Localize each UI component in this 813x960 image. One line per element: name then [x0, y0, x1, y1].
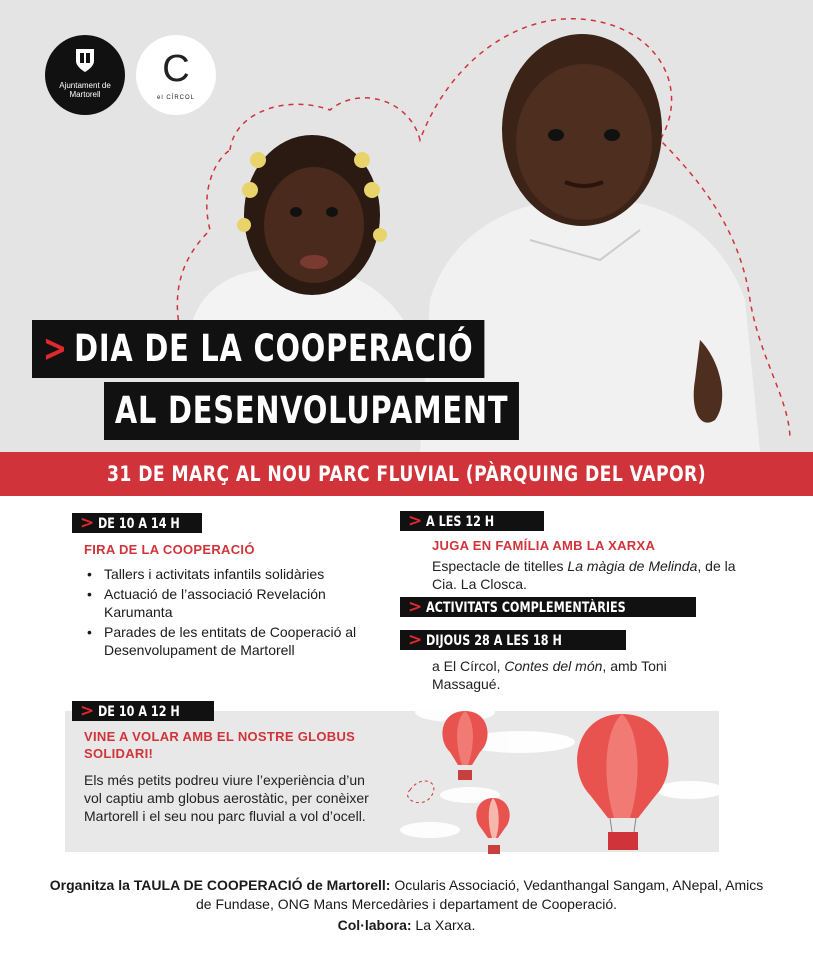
list-item: • Tallers i activitats infantils solidàries	[84, 565, 384, 583]
time-tag-xarxa: > A LES 12 H	[400, 511, 544, 531]
xarxa-heading: JUGA EN FAMÍLIA AMB LA XARXA	[432, 538, 656, 553]
arrow-icon: >	[408, 597, 423, 617]
title-text-2: AL DESENVOLUPAMENT	[104, 382, 519, 440]
shield-icon	[74, 47, 96, 73]
date-location-bar	[0, 452, 813, 496]
circol-logo-mark: C	[162, 48, 190, 90]
fira-heading: FIRA DE LA COOPERACIÓ	[84, 542, 255, 557]
circol-logo[interactable]	[136, 35, 216, 115]
date-location-text: 31 DE MARÇ AL NOU PARC FLUVIAL (PÀRQUING DEL VAPOR)	[107, 462, 706, 486]
tales-title: Contes del món	[504, 658, 603, 674]
globus-description: Els més petits podreu viure l’experiència d’un vol captiu amb globus aerostàtic, per conèixer Martorell i el seu nou parc fluvial a vol d’ocell.	[84, 772, 369, 824]
arrow-icon: >	[80, 701, 95, 721]
collaborators-text: La Xarxa.	[411, 917, 476, 933]
xarxa-description: Espectacle de titelles La màgia de Melinda, de la Cia. La Closca.	[432, 558, 736, 592]
organizers-text: Ocularis Associació, Vedanthangal Sangam, ANepal, Amics de Fundase, ONG Mans Mercedàries i departament de Cooperació.	[196, 877, 764, 912]
title-line-1	[32, 320, 612, 378]
ajuntament-logo[interactable]	[45, 35, 125, 115]
organizers	[0, 876, 813, 914]
title-line-2	[104, 382, 636, 440]
list-item: • Parades de les entitats de Cooperació al Desenvolupament de Martorell	[84, 623, 384, 659]
time-tag-dijous: > DIJOUS 28 A LES 18 H	[400, 630, 626, 650]
title-text-1: DIA DE LA COOPERACIÓ	[74, 327, 474, 370]
arrow-icon: >	[408, 630, 423, 650]
time-tag-fira: > DE 10 A 14 H	[72, 513, 202, 533]
arrow-icon: >	[408, 511, 423, 531]
organizers-label: Organitza la TAULA DE COOPERACIÓ de Martorell:	[49, 877, 391, 893]
collaborators-label: Col·labora:	[337, 917, 412, 933]
collaborators	[0, 916, 813, 935]
show-title: La màgia de Melinda	[567, 558, 698, 574]
circol-logo-text: el CÍRCOL	[156, 95, 195, 101]
time-tag-globus: > DE 10 A 12 H	[72, 701, 214, 721]
arrow-icon: >	[42, 327, 68, 370]
tag-complementary: > ACTIVITATS COMPLEMENTÀRIES	[400, 597, 696, 617]
fira-list	[84, 565, 384, 661]
dijous-description: a El Círcol, Contes del món, amb Toni Massagué.	[432, 658, 667, 692]
list-item: • Actuació de l’associació Revelación Karumanta	[84, 585, 384, 621]
hero-banner	[0, 0, 813, 452]
ajuntament-logo-text: Ajuntament de Martorell	[59, 81, 111, 99]
girl-figure	[190, 135, 410, 330]
globus-heading: VINE A VOLAR AMB EL NOSTRE GLOBUS SOLIDARI!	[84, 729, 356, 761]
arrow-icon: >	[80, 513, 95, 533]
